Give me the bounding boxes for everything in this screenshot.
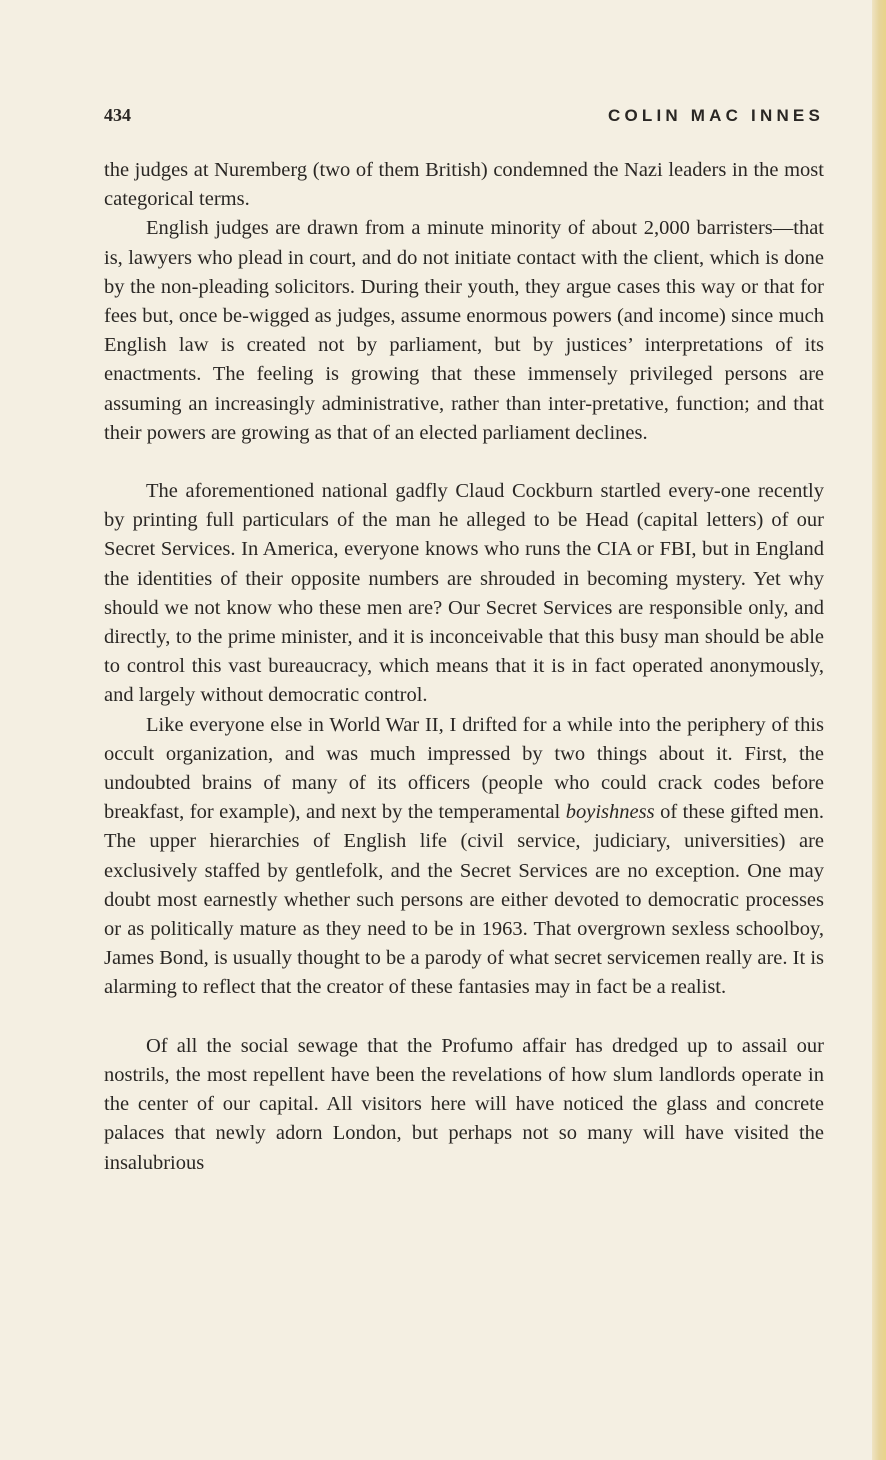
paragraph-5: Of all the social sewage that the Profumo affair has dredged up to assail our nostrils, the most repellent have been the revelations of how slum landlords operate in the center of our capital. All visitors here will have noticed the glass and concrete palaces that newly adorn London, but perhaps not so many will have visited the insalubrious [104,1034,824,1174]
paragraph-2: English judges are drawn from a minute minority of about 2,000 barristers—that is, lawyers who plead in court, and do not initiate contact with the client, which is done by the non-pleading solicitors. During their youth, they argue cases this way or that for fees but, once be-wigged as judges, assume enormous powers (and income) since much English law is created not by parliament, but by justices’ interpretations of its enactments. The feeling is growing that these immensely privileged persons are assuming an increasingly administrative, rather than inter-pretative, function; and that their powers are growing as that of an elected parliament declines. [104,217,824,444]
paragraph-4-text-end: of these gifted men. The upper hierarchies of English life (civil service, judiciary, universities) are exclusively staffed by gentlefolk, and the Secret Services are no exception. One may doubt most earnestly whether such persons are either devoted to democratic processes or as politically mature as they need to be in 1963. That overgrown sexless schoolboy, James Bond, is usually thought to be a parody of what secret servicemen really are. It is alarming to reflect that the creator of these fantasies may in fact be a realist. [104,801,824,999]
paragraph-4 [104,711,824,1003]
body-text [104,156,824,1178]
paragraph-3: The aforementioned national gadfly Claud Cockburn startled every-one recently by printing full particulars of the man he alleged to be Head (capital letters) of our Secret Services. In America, everyone knows who runs the CIA or FBI, but in England the identities of their opposite numbers are shrouded in becoming mystery. Yet why should we not know who these men are? Our Secret Services are responsible only, and directly, to the prime minister, and it is inconceivable that this busy man should be able to control this vast bureaucracy, which means that it is in fact operated anonymously, and largely without democratic control. [104,480,824,707]
paragraph-4-text: Like everyone else in World War II, I drifted for a while into the periphery of this occult organization, and was much impressed by two things about it. First, the undoubted brains of many of its officers (people who could crack codes before breakfast, for example), and next by the temperamental [104,713,824,824]
page-edge [872,0,886,1460]
paragraph-1: the judges at Nuremberg (two of them British) condemned the Nazi leaders in the most categorical terms. [104,159,824,211]
italic-word: boyishness [565,801,655,824]
page-number: 434 [104,105,131,125]
page-header [104,105,824,135]
running-head: COLIN MAC INNES [608,106,824,125]
